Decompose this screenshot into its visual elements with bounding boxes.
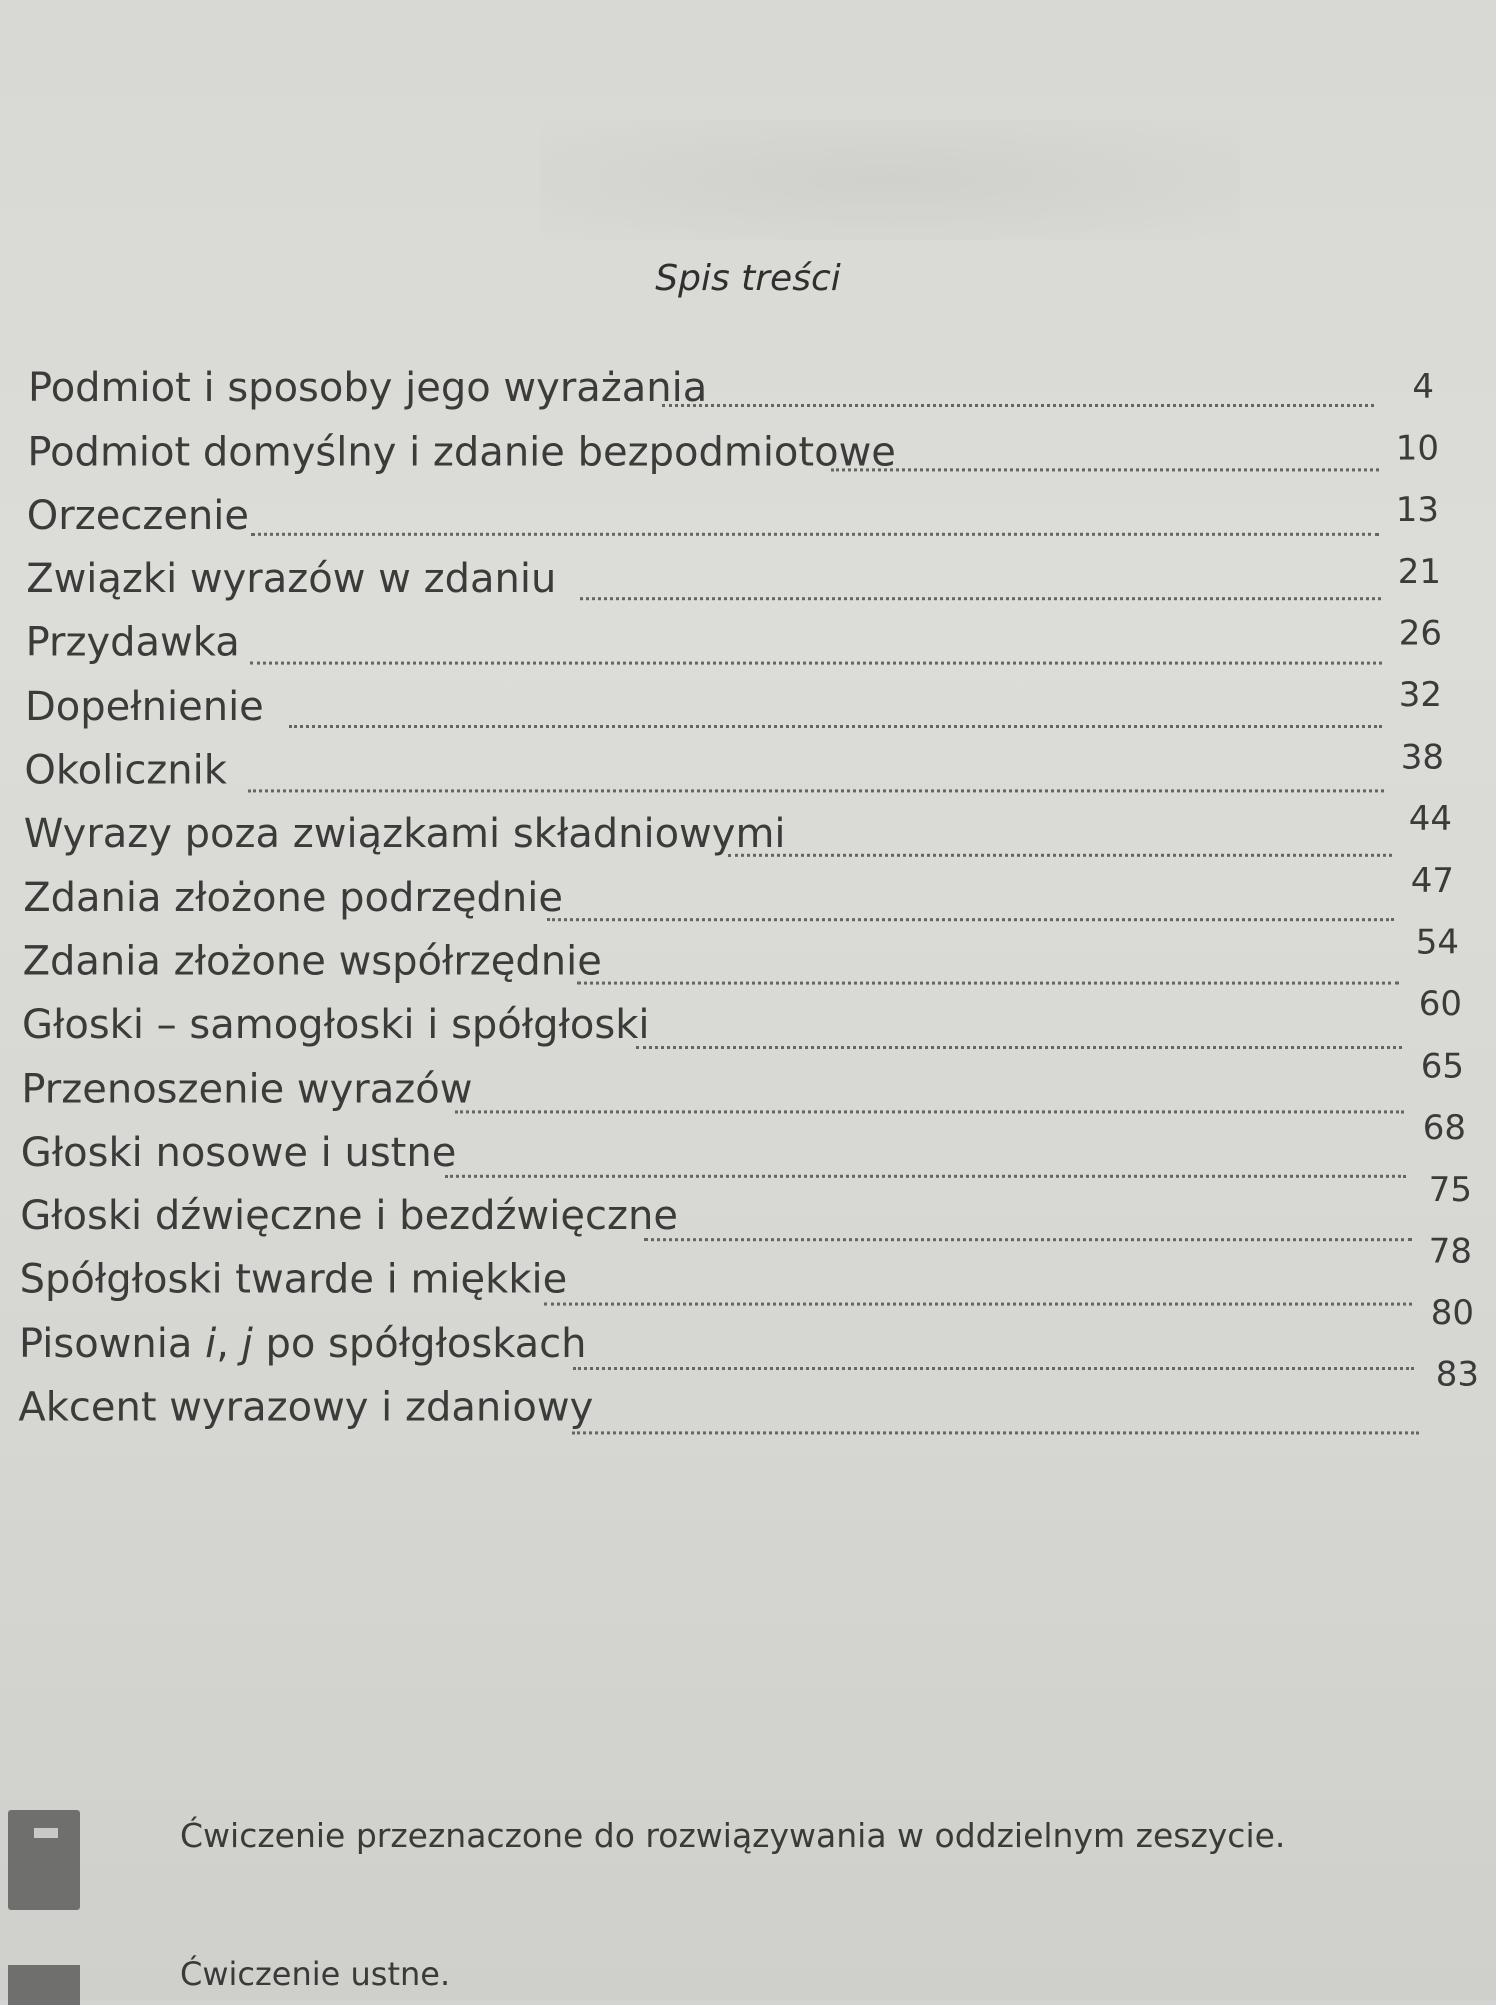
toc-leader-dots [728,854,1392,857]
toc-leader-dots [248,789,1384,792]
toc-entry [14,1170,1494,1253]
toc-entry-title: Związki wyrazów w zdaniu [26,556,568,602]
toc-page-number: 26 [1398,613,1442,654]
toc-page-number: 13 [1395,489,1439,530]
toc-leader-dots [580,597,1381,600]
toc-entry-title: Głoski dźwięczne i bezdźwięczne [20,1193,690,1239]
toc-page-number: 68 [1422,1107,1466,1148]
toc-leader-dots [250,661,1382,664]
toc-page-number: 60 [1418,983,1462,1024]
toc-page-number: 83 [1435,1354,1479,1395]
toc-entry [14,1046,1494,1126]
toc-page-number: 44 [1408,798,1452,839]
page-title: Spis treści [655,258,841,299]
toc-entry-title: Akcent wyrazowy i zdaniowy [18,1384,605,1430]
toc-page-number: 75 [1428,1170,1472,1211]
toc-page-number: 47 [1410,861,1454,902]
toc-entry-title: Głoski nosowe i ustne [21,1130,469,1176]
toc-entry [14,1354,1494,1444]
toc-entry-title: Wyrazy poza związkami składniowymi [24,811,798,857]
toc-entry-title: Pisownia i, j po spółgłoskach [19,1321,599,1367]
toc-entry-title: Okolicznik [24,747,239,793]
toc-page-number: 54 [1415,922,1459,963]
legend-oral-text: Ćwiczenie ustne. [180,1955,451,1993]
toc-page-number: 38 [1400,737,1444,778]
toc-leader-dots [455,1110,1404,1113]
toc-entry [14,362,1494,425]
toc-page-number: 80 [1430,1292,1474,1333]
toc-entry-title: Przenoszenie wyrazów [21,1066,484,1112]
toc-leader-dots [644,1239,1412,1242]
toc-leader-dots [573,1367,1414,1370]
toc-entry [14,1107,1494,1189]
toc-entry-title: Podmiot i sposoby jego wyrażania [28,365,719,411]
toc-page-number: 10 [1395,428,1439,469]
toc-entry [14,674,1494,743]
toc-entry [14,1292,1494,1380]
toc-entry [14,489,1494,552]
table-of-contents [14,362,1494,1438]
toc-entry-title: Podmiot domyślny i zdanie bezpodmiotowe [27,429,908,475]
toc-entry-title: Przydawka [26,620,252,666]
toc-entry-title: Orzeczenie [27,493,261,539]
toc-entry-title: Zdania złożone współrzędnie [23,939,614,985]
toc-leader-dots [662,404,1374,407]
toc-entry [14,798,1494,871]
toc-leader-dots [547,918,1394,921]
toc-leader-dots [831,469,1379,472]
toc-entry [14,613,1494,680]
toc-page-number: 21 [1397,552,1441,593]
notebook-icon [8,1810,80,1910]
toc-entry-title: Dopełnienie [25,684,276,730]
toc-entry-title: Spółgłoski twarde i miękkie [20,1257,580,1303]
legend-notebook-text: Ćwiczenie przeznaczone do rozwiązywania w oddzielnym zeszycie. [180,1816,1286,1855]
toc-entry [14,553,1494,616]
bleed-through-shadow [540,120,1240,240]
toc-page-number: 65 [1420,1046,1464,1087]
toc-entry [14,426,1494,489]
toc-entry-title: Zdania złożone podrzędnie [23,875,575,921]
toc-entry [14,1231,1494,1317]
toc-entry [14,922,1494,998]
toc-leader-dots [445,1175,1406,1178]
toc-leader-dots [577,982,1399,985]
toc-page-number: 78 [1428,1231,1472,1272]
toc-leader-dots [572,1432,1419,1435]
toc-entry [14,737,1494,807]
toc-leader-dots [544,1303,1412,1306]
toc-leader-dots [636,1046,1402,1049]
speech-icon [8,1965,80,2005]
toc-leader-dots [251,533,1379,536]
toc-page-number: 32 [1398,674,1442,715]
toc-entry-title: Głoski – samogłoski i spółgłoski [22,1002,661,1048]
toc-entry [14,861,1494,935]
toc-leader-dots [289,725,1382,728]
toc-page-number: 4 [1412,367,1434,408]
toc-entry [14,983,1494,1062]
